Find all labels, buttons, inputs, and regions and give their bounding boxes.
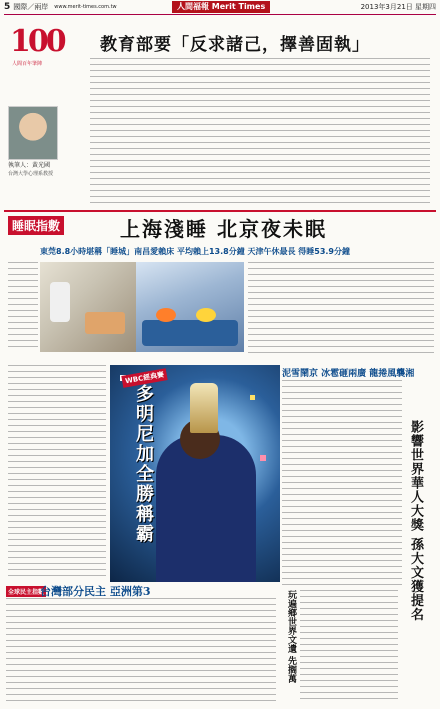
democracy-article-body bbox=[6, 598, 276, 704]
page-header bbox=[4, 0, 436, 15]
masthead-cn: 人間福報 bbox=[177, 2, 209, 11]
sleep-side-text bbox=[8, 262, 38, 352]
wbc-headline: 多明尼加全勝稱霸 bbox=[136, 384, 154, 545]
wbc-tag: WBC經典賽 bbox=[121, 368, 168, 388]
divider bbox=[4, 210, 436, 212]
author-name: 執筆人：黃光國 bbox=[8, 162, 51, 169]
travel-article-body bbox=[300, 590, 398, 704]
sleep-tag: 睡眠指數 bbox=[8, 216, 64, 235]
page-number: 5 bbox=[4, 2, 11, 12]
award-vertical-headline: 影響世界華人大獎 孫大文獲提名 bbox=[408, 420, 423, 622]
weather-article-body bbox=[282, 380, 402, 585]
hospital-photo bbox=[40, 262, 136, 352]
masthead bbox=[172, 1, 270, 13]
sleep-headline: 上海淺睡 北京夜未眠 bbox=[120, 217, 327, 241]
section-name: 國際／兩岸 bbox=[13, 3, 49, 11]
wbc-article-body bbox=[8, 365, 106, 580]
issue-date: 2013年3月21日 星期四 bbox=[360, 3, 436, 11]
masthead-en: Merit Times bbox=[211, 2, 266, 11]
travel-vertical-headline: 玩遍鄉世界文遺 先搁萬 bbox=[286, 590, 296, 684]
logo-subtitle: 人間百年筆陣 bbox=[12, 61, 43, 67]
sleeping-crowd-photo bbox=[136, 262, 244, 352]
sleep-deck: 東莞8.8小時堪稱「睡城」南昌愛賴床 平均賴上13.8分鐘 天津午休最長 得睡53.9分鐘 bbox=[40, 247, 351, 256]
logo-number: 100 bbox=[10, 24, 64, 59]
author-title: 台灣大學心理系教授 bbox=[8, 171, 54, 177]
democracy-tag: 全球民主指數 bbox=[6, 586, 46, 597]
century-logo bbox=[10, 24, 78, 72]
democracy-headline: 台灣部分民主 亞洲第3 bbox=[40, 585, 151, 598]
lead-article-body bbox=[90, 58, 430, 208]
weather-headline: 泥雪鬧京 冰雹砸兩廣 龍捲風襲湘 bbox=[282, 369, 415, 379]
author-portrait bbox=[8, 106, 58, 160]
site-url: www.merit-times.com.tw bbox=[54, 4, 117, 10]
sleep-article-body bbox=[248, 262, 434, 358]
lead-headline: 教育部要「反求諸己，擇善固執」 bbox=[100, 35, 370, 55]
